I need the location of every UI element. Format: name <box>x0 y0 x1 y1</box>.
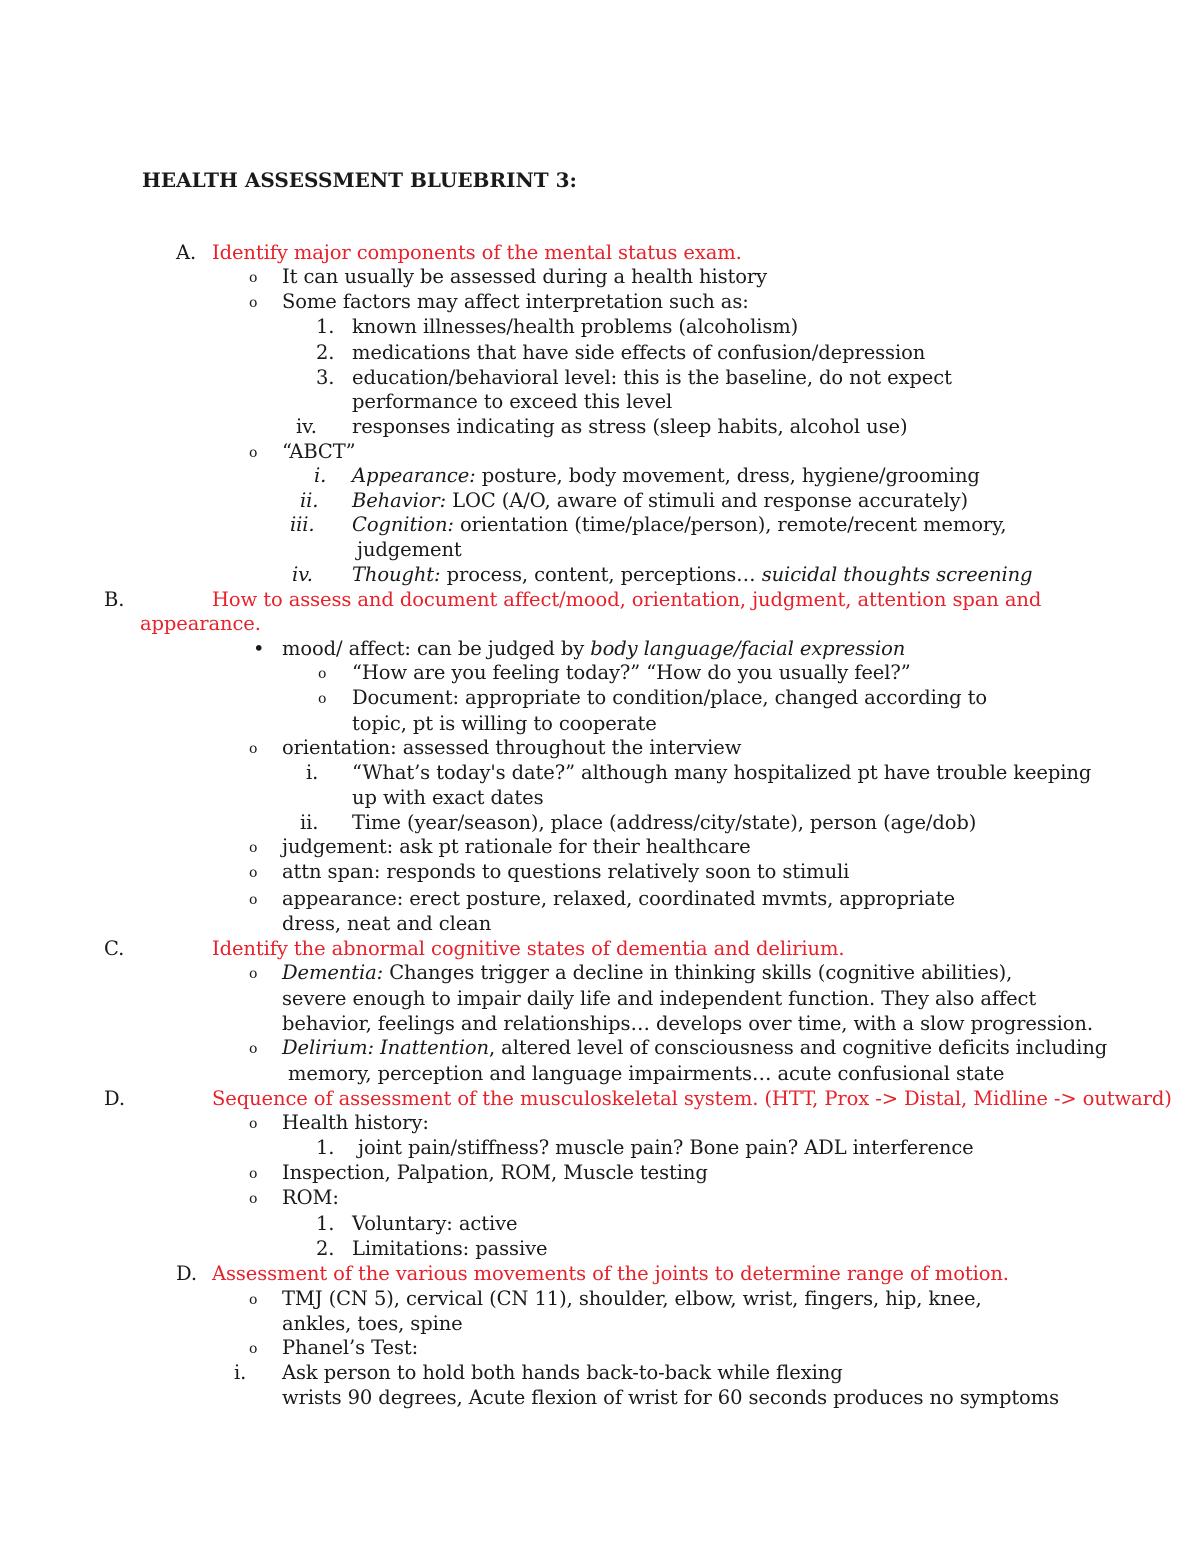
list-item: Behavior: LOC (A/O, aware of stimuli and response accurately) <box>352 489 969 512</box>
list-item: Delirium: Inattention, altered level of consciousness and cognitive deficits including <box>282 1036 1108 1059</box>
roman-numeral: i. <box>314 464 327 487</box>
list-item-continuation: up with exact dates <box>352 786 544 809</box>
roman-numeral: iii. <box>290 513 315 536</box>
roman-numeral: i. <box>306 761 319 784</box>
term-dementia: Dementia: <box>282 961 384 984</box>
roman-numeral: iv. <box>292 563 313 586</box>
section-d-heading: Sequence of assessment of the musculoskeletal system. (HTT, Prox -> Distal, Midline -> outward) <box>212 1087 1172 1110</box>
list-item-continuation: topic, pt is willing to cooperate <box>352 712 657 735</box>
list-item: TMJ (CN 5), cervical (CN 11), shoulder, elbow, wrist, fingers, hip, knee, <box>282 1287 982 1310</box>
list-item: known illnesses/health problems (alcoholism) <box>352 315 799 338</box>
list-item: judgement: ask pt rationale for their healthcare <box>282 835 751 858</box>
list-item: responses indicating as stress (sleep habits, alcohol use) <box>352 415 908 438</box>
bullet-marker: o <box>249 865 258 881</box>
bullet-marker: o <box>249 1191 258 1207</box>
list-item: Health history: <box>282 1111 429 1134</box>
list-number: 3. <box>316 366 335 389</box>
section-b-heading-continuation: appearance. <box>140 612 261 635</box>
bullet-marker: o <box>318 666 327 682</box>
term-cognition: Cognition: <box>352 513 454 536</box>
section-a-heading: Identify major components of the mental status exam. <box>212 241 742 264</box>
section-d-label: D. <box>104 1087 125 1110</box>
roman-numeral: ii. <box>300 811 319 834</box>
section-b-label: B. <box>104 588 125 611</box>
section-b-heading: How to assess and document affect/mood, orientation, judgment, attention span and <box>212 588 1042 611</box>
term-behavior: Behavior: <box>352 489 447 512</box>
list-item-continuation: ankles, toes, spine <box>282 1312 463 1335</box>
bullet-marker: o <box>249 892 258 908</box>
list-item: It can usually be assessed during a health history <box>282 265 768 288</box>
list-item: Dementia: Changes trigger a decline in thinking skills (cognitive abilities), <box>282 961 1013 984</box>
roman-numeral: ii. <box>300 489 319 512</box>
list-item-continuation: behavior, feelings and relationships… develops over time, with a slow progression. <box>282 1012 1093 1035</box>
list-number: 1. <box>316 1136 335 1159</box>
list-item: orientation: assessed throughout the interview <box>282 736 742 759</box>
list-item: medications that have side effects of confusion/depression <box>352 341 926 364</box>
bullet-marker: o <box>249 741 258 757</box>
list-item: appearance: erect posture, relaxed, coordinated mvmts, appropriate <box>282 887 955 910</box>
list-item: Voluntary: active <box>352 1212 518 1235</box>
list-item-continuation: severe enough to impair daily life and independent function. They also affect <box>282 987 1037 1010</box>
list-item-continuation: performance to exceed this level <box>352 390 673 413</box>
list-item: education/behavioral level: this is the baseline, do not expect <box>352 366 952 389</box>
list-item: “ABCT” <box>282 440 356 463</box>
page-title: HEALTH ASSESSMENT BLUEBRINT 3: <box>142 168 577 192</box>
list-item-continuation: memory, perception and language impairments… acute confusional state <box>288 1062 1005 1085</box>
bullet-marker: o <box>249 270 258 286</box>
bullet-marker: o <box>249 445 258 461</box>
list-number: 1. <box>316 315 335 338</box>
list-number: iv. <box>296 415 317 438</box>
bullet-marker: o <box>249 1041 258 1057</box>
list-item: Phanel’s Test: <box>282 1336 419 1359</box>
bullet-marker: o <box>249 840 258 856</box>
list-number: 2. <box>316 341 335 364</box>
list-item: ROM: <box>282 1186 339 1209</box>
term-thought: Thought: <box>352 563 441 586</box>
list-item: Some factors may affect interpretation such as: <box>282 290 749 313</box>
bullet-dot: • <box>253 637 265 660</box>
bullet-marker: o <box>249 966 258 982</box>
list-item: joint pain/stiffness? muscle pain? Bone pain? ADL interference <box>358 1136 974 1159</box>
bullet-marker: o <box>318 691 327 707</box>
list-item: Inspection, Palpation, ROM, Muscle testing <box>282 1161 708 1184</box>
term-delirium: Delirium: Inattention <box>282 1036 489 1059</box>
list-number: 2. <box>316 1237 335 1260</box>
bullet-marker: o <box>249 1292 258 1308</box>
list-item: Ask person to hold both hands back-to-back while flexing <box>282 1361 843 1384</box>
list-item-continuation: wrists 90 degrees, Acute flexion of wrist for 60 seconds produces no symptoms <box>282 1386 1059 1409</box>
list-item: Time (year/season), place (address/city/state), person (age/dob) <box>352 811 977 834</box>
section-c-heading: Identify the abnormal cognitive states of dementia and delirium. <box>212 937 845 960</box>
bullet-marker: o <box>249 1341 258 1357</box>
bullet-marker: o <box>249 295 258 311</box>
list-number: 1. <box>316 1212 335 1235</box>
bullet-marker: o <box>249 1166 258 1182</box>
section-d2-label: D. <box>176 1262 197 1285</box>
list-item: Document: appropriate to condition/place, changed according to <box>352 686 988 709</box>
list-item: “What’s today's date?” although many hospitalized pt have trouble keeping <box>352 761 1092 784</box>
roman-numeral: i. <box>234 1361 247 1384</box>
list-item: “How are you feeling today?” “How do you usually feel?” <box>352 661 911 684</box>
section-a-label: A. <box>176 241 197 264</box>
list-item: Limitations: passive <box>352 1237 548 1260</box>
list-item-continuation: judgement <box>357 538 462 561</box>
section-c-label: C. <box>104 937 125 960</box>
list-item: Cognition: orientation (time/place/person), remote/recent memory, <box>352 513 1007 536</box>
list-item: Appearance: posture, body movement, dress, hygiene/grooming <box>352 464 980 487</box>
list-item: attn span: responds to questions relatively soon to stimuli <box>282 860 850 883</box>
list-item-continuation: dress, neat and clean <box>282 912 492 935</box>
term-appearance: Appearance: <box>352 464 476 487</box>
list-item: mood/ affect: can be judged by body language/facial expression <box>282 637 906 660</box>
section-d2-heading: Assessment of the various movements of the joints to determine range of motion. <box>212 1262 1009 1285</box>
bullet-marker: o <box>249 1116 258 1132</box>
list-item: Thought: process, content, perceptions… suicidal thoughts screening <box>352 563 1033 586</box>
